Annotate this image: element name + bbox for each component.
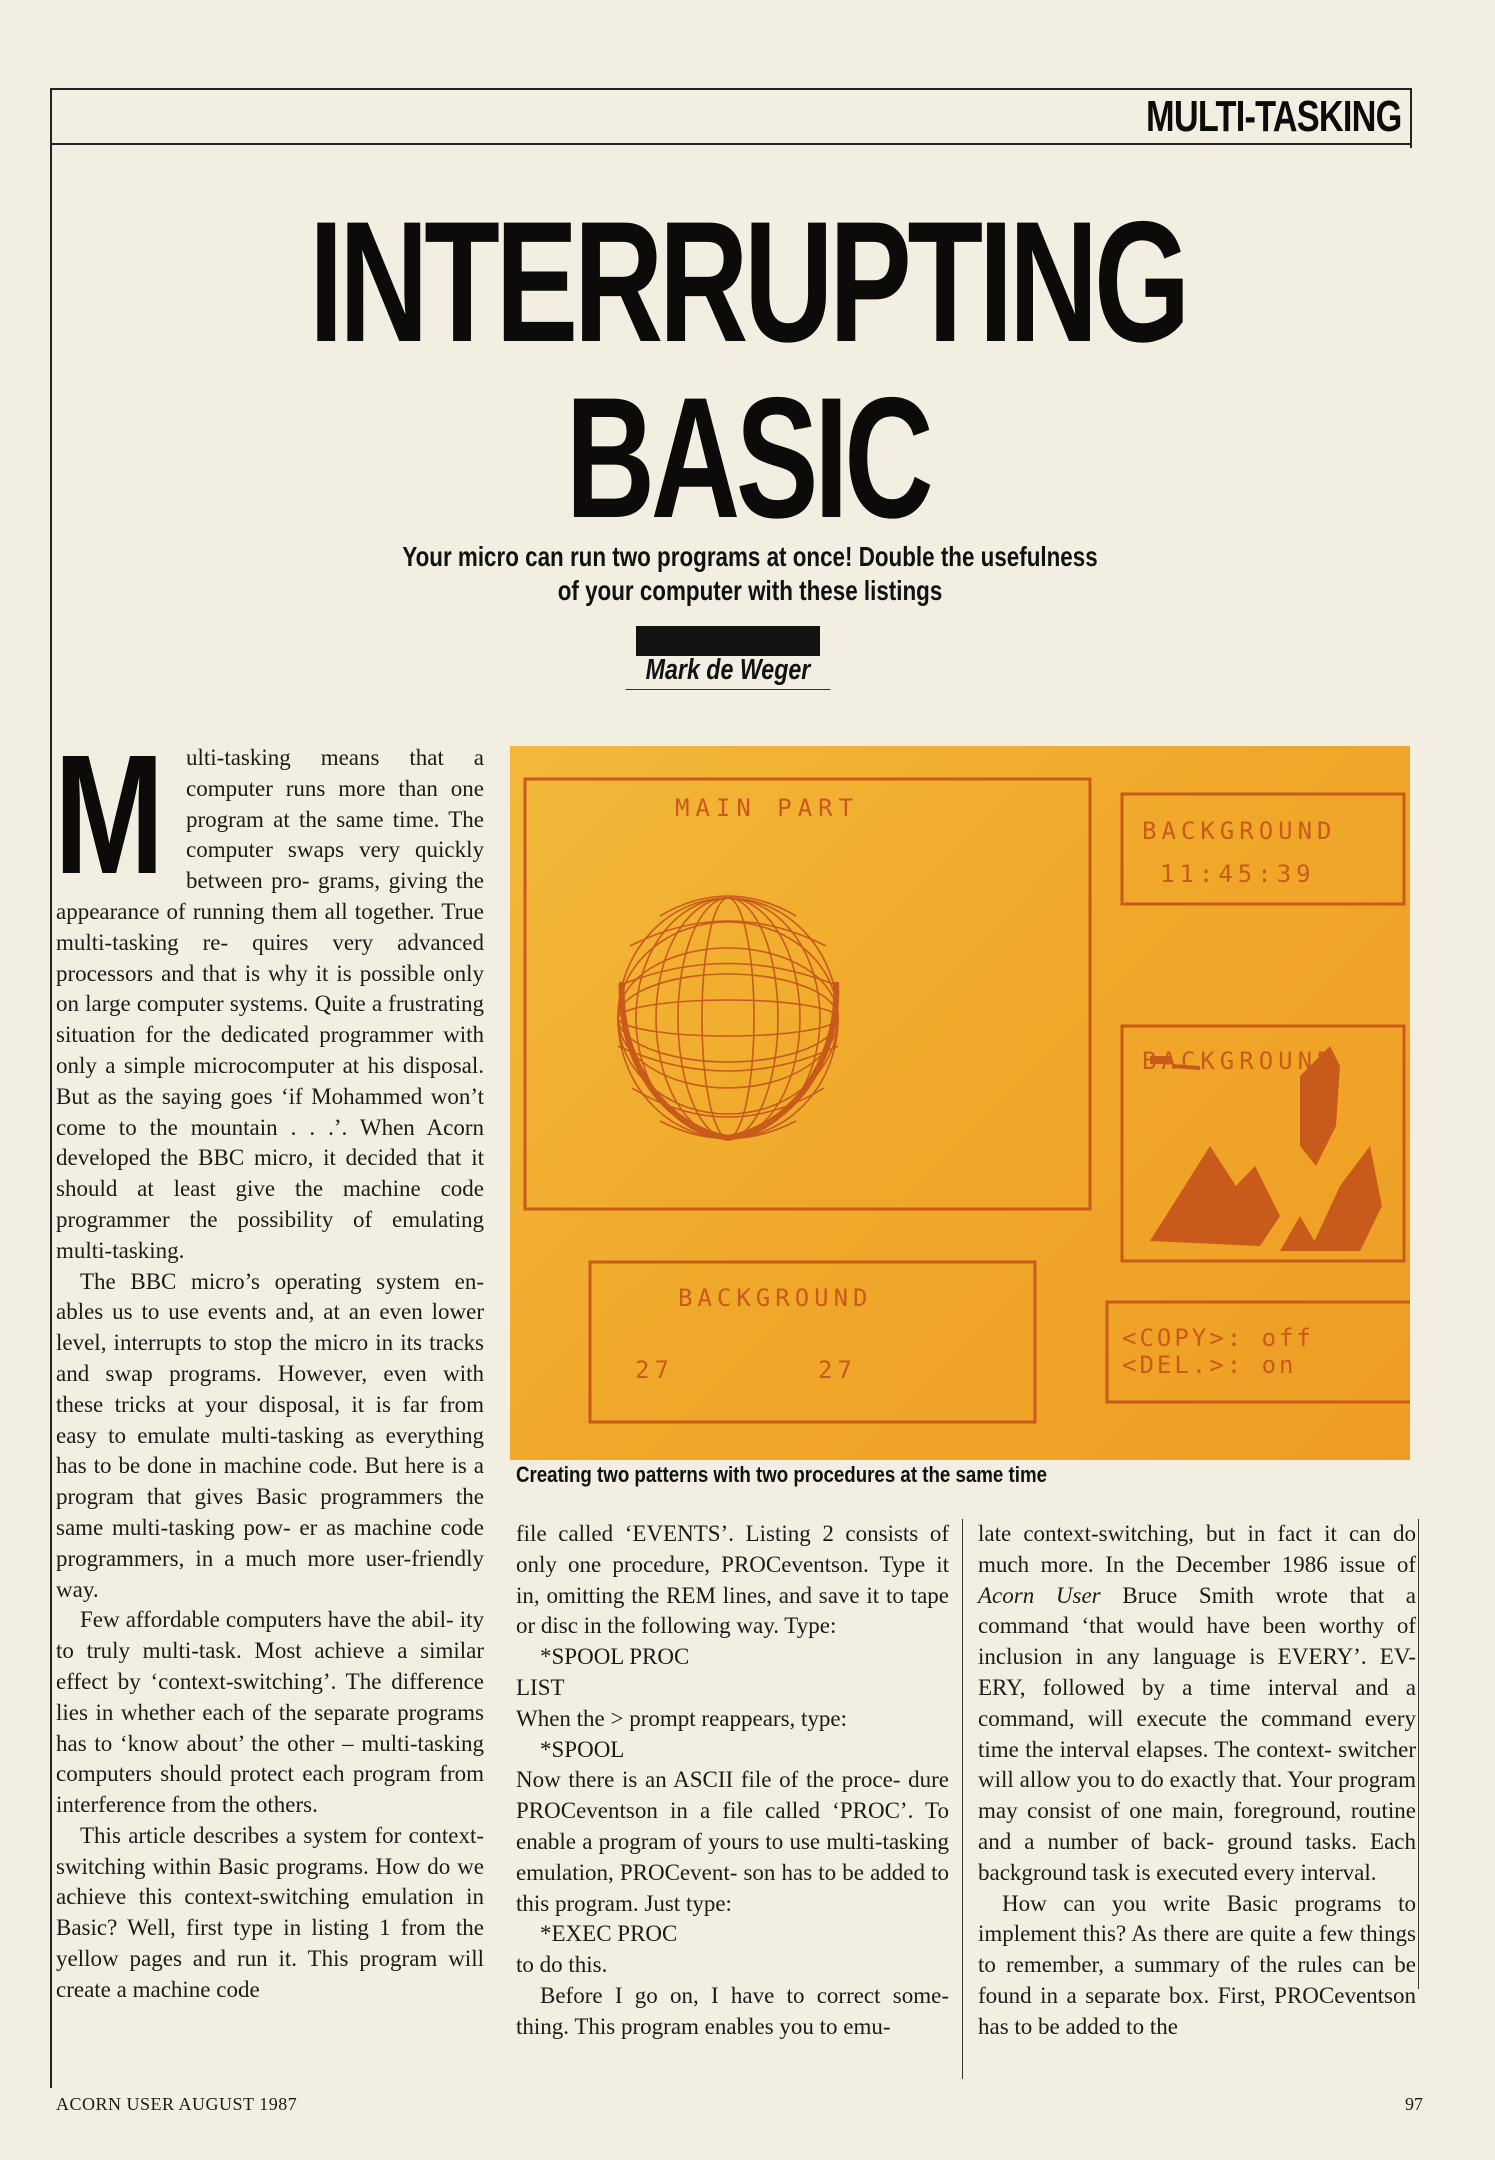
abstract-pattern [1150, 1046, 1382, 1251]
right-rule [1410, 88, 1412, 148]
counter-left: 27 [635, 1356, 674, 1384]
column-2 [516, 1519, 949, 2043]
paragraph: How can you write Basic programs to implement this? As there are quite a few things to remember, a summary of the rules can be found in a separate box. First, PROCeventson has to be added to the [978, 1890, 1416, 2039]
screen-capture [510, 746, 1410, 1460]
paragraph [978, 1519, 1416, 1889]
headline-line-1: INTERRUPTING [309, 186, 1186, 378]
code-line: *EXEC PROC [540, 1921, 678, 1947]
paragraph: file called ‘EVENTS’. Listing 2 consists of only one procedure, PROCeventson. Type it in, omitting the REM lines, and save it to tape or disc in the following way. Type: [516, 1521, 949, 1639]
left-rule [50, 88, 52, 2088]
paragraph [54, 720, 484, 1267]
paragraph-text: Bruce Smith wrote that a command ‘that would have been worthy of inclusion in any language is EVERY’. EV- ERY, followed by a time interval and a command, will execute the command every time the interval elapses. The context- switcher will allow you to do exactly that. Your program may consist of one main, foreground, routine and a number of back- ground tasks. Each background task is executed every interval. [978, 1582, 1416, 1885]
main-part-label: MAIN PART [675, 794, 860, 822]
paragraph: Few affordable computers have the abil- ity to truly multi-task. Most achieve a similar effect by ‘context-switching’. The difference lies in whether each of the separate programs has to ‘know about’ the other – multi-tasking computers should protect each program from interference from the others. [56, 1607, 484, 1818]
publication-name: Acorn User [978, 1582, 1101, 1608]
dropcap: M [54, 720, 165, 910]
column-rule [1418, 1519, 1419, 1989]
author-byline: Mark de Weger [626, 654, 831, 690]
column-1 [54, 720, 484, 2006]
code-line: *SPOOL PROC [540, 1644, 690, 1670]
paragraph: This article describes a system for context-switching within Basic programs. How do we achieve this context-switching emulation in Basic? Well, first type in listing 1 from the yellow pages and run it. This program will create a machine code [56, 1822, 484, 2002]
footer-publication: ACORN USER AUGUST 1987 [56, 2094, 298, 2114]
headline-line-2: BASIC [565, 362, 930, 554]
byline-bar [636, 626, 820, 656]
background-label-1: BACKGROUND [1142, 817, 1337, 845]
screen-capture-figure [510, 746, 1410, 1460]
background-label-3: BACKGROUND [678, 1284, 873, 1312]
code-line: *SPOOL [540, 1736, 625, 1762]
standfirst: Your micro can run two programs at once! Double the usefulness of your computer with these listings [402, 541, 1098, 606]
paragraph-text: late context-switching, but in fact it can do much more. In the December 1986 issue of [978, 1521, 1416, 1577]
section-tag: MULTI-TASKING [1146, 92, 1402, 141]
background-label-2: BACKGROUND [1142, 1047, 1337, 1075]
paragraph: to do this. [516, 1952, 608, 1978]
clock-readout: 11:45:39 [1160, 860, 1316, 888]
top-rule [50, 88, 1410, 90]
paragraph-text: ulti-tasking means that a computer runs more than one program at the same time. The computer swaps very quickly between pro- grams, giving the appearance of running them all together. True multi-tasking re- quires very advanced processors and that is why it is possible only on large computer systems. Quite a frustrating situation for the dedicated programmer with only a simple microcomputer at his disposal. But as the saying goes ‘if Mohammed won’t come to the mountain . . .’. When Acorn developed the BBC micro, it decided that it should at least give the machine code programmer the possibility of emulating multi-tasking. [56, 745, 484, 1263]
figure-caption: Creating two patterns with two procedures at the same time [516, 1462, 1047, 1487]
header-rule [50, 143, 1410, 145]
copy-status: <COPY>: off [1122, 1324, 1314, 1352]
paragraph: When the > prompt reappears, type: [516, 1705, 848, 1731]
column-3 [978, 1519, 1416, 2043]
page-number: 97 [1405, 2094, 1423, 2114]
code-line: LIST [516, 1674, 565, 1700]
main-part-window [525, 779, 1090, 1209]
counter-right: 27 [818, 1356, 857, 1384]
column-rule [962, 1519, 963, 2079]
paragraph: Now there is an ASCII file of the proce- dure PROCeventson in a file called ‘PROC’. To enable a program of yours to use multi-tasking emulation, PROCevent- son has to be added to this program. Just type: [516, 1767, 949, 1916]
paragraph: The BBC micro’s operating system en- ables us to use events and, at an even lower level, interrupts to stop the micro in its tracks and swap programs. However, even with these tricks at your disposal, it is far from easy to emulate multi-tasking as everything has to be done in machine code. But here is a program that gives Basic programmers the same multi-tasking pow- er as machine code programmers, in a much more user-friendly way. [56, 1268, 484, 1602]
wireframe-pattern [618, 896, 838, 1139]
paragraph: Before I go on, I have to correct some- thing. This program enables you to emu- [516, 1982, 949, 2039]
del-status: <DEL.>: on [1122, 1351, 1297, 1379]
